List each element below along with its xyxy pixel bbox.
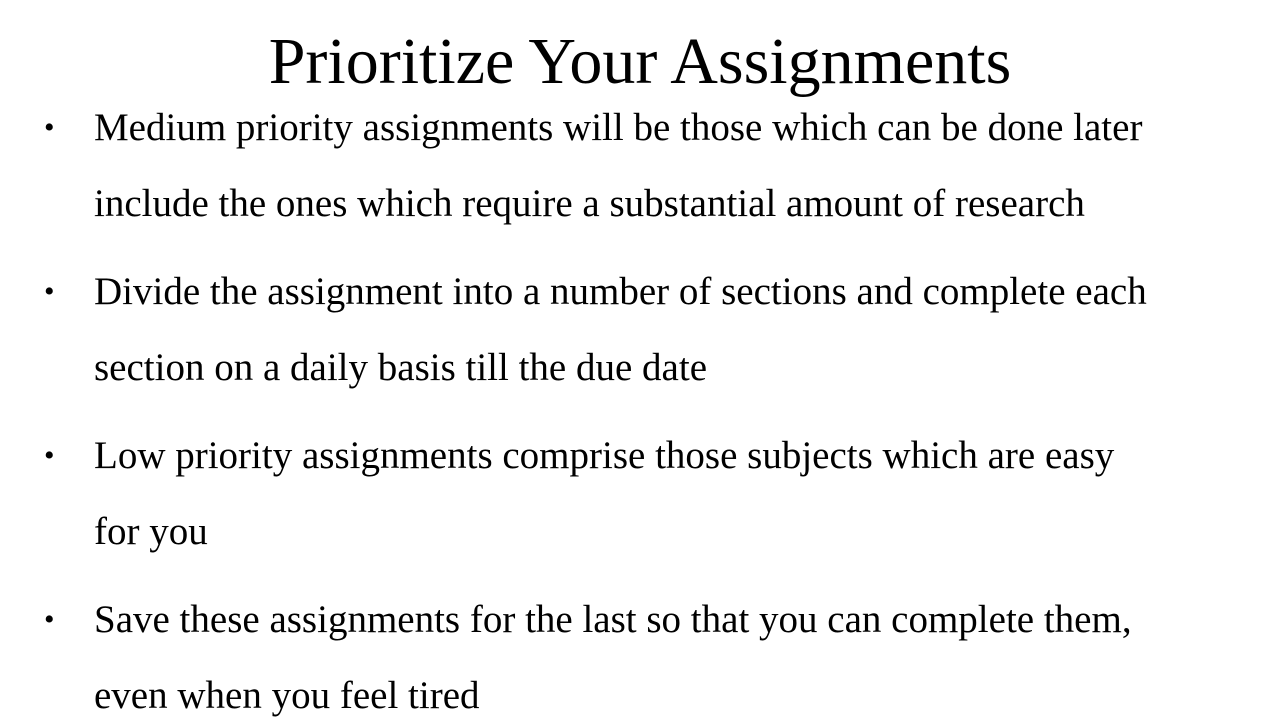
bullet-icon: • [44,439,55,472]
bullet-text-line: include the ones which require a substantial amount of research [94,182,1085,225]
bullet-icon: • [44,603,55,636]
bullet-text-line: Divide the assignment into a number of sections and complete each [94,270,1147,313]
bullet-icon: • [44,111,55,144]
bullet-text-line: even when you feel tired [94,674,480,717]
bullet-text-line: for you [94,510,208,553]
bullet-item [0,254,1280,406]
bullet-text-line: Save these assignments for the last so that you can complete them, [94,598,1132,641]
bullet-item [0,582,1280,720]
slide-title: Prioritize Your Assignments [268,25,1012,98]
bullet-list [0,90,1280,720]
bullet-icon: • [44,275,55,308]
bullet-text-line: Medium priority assignments will be those which can be done later [94,106,1143,149]
bullet-text-line: section on a daily basis till the due date [94,346,708,389]
bullet-text-line: Low priority assignments comprise those subjects which are easy [94,434,1115,477]
bullet-item [0,90,1280,242]
bullet-item [0,418,1280,570]
